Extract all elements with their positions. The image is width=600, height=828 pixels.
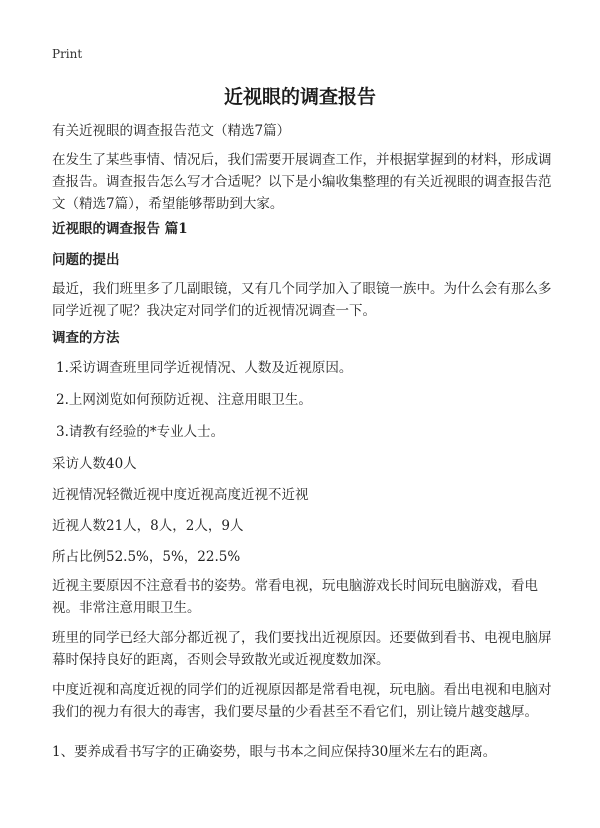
intro-paragraph: 在发生了某些事情、情况后，我们需要开展调查工作，并根据掌握到的材料，形成调查报告。调查报告怎么写才合适呢？以下是小编收集整理的有关近视眼的调查报告范文（精选7篇），希望能够帮助到大家。: [52, 152, 552, 212]
method-item-2: 2.上网浏览如何预防近视、注意用眼卫生。: [56, 392, 312, 408]
document-subtitle: 有关近视眼的调查报告范文（精选7篇）: [52, 123, 291, 139]
vision-categories: 近视情况轻微近视中度近视高度近视不近视: [52, 487, 309, 503]
vision-ratio: 所占比例52.5%，5%，22.5%: [52, 549, 241, 565]
medium-high-paragraph: 中度近视和高度近视的同学们的近视原因都是常看电视，玩电脑。看出电视和电脑对我们的视力有很大的毒害，我们要尽量的少看甚至不看它们，别让镜片越变越厚。: [52, 682, 552, 720]
method-item-1: 1.采访调查班里同学近视情况、人数及近视原因。: [56, 360, 353, 376]
classmates-paragraph: 班里的同学已经大部分都近视了，我们要找出近视原因。还要做到看书、电视电脑屏幕时保持良好的距离，否则会导致散光或近视度数加深。: [52, 630, 552, 668]
vision-counts: 近视人数21人，8人，2人，9人: [52, 518, 244, 534]
section-title: 近视眼的调查报告 篇1: [52, 221, 188, 237]
problem-heading: 问题的提出: [52, 252, 120, 268]
document-title: 近视眼的调查报告: [223, 86, 376, 108]
print-label[interactable]: Print: [52, 47, 83, 61]
interview-count: 采访人数40人: [52, 456, 137, 472]
method-heading: 调查的方法: [52, 330, 120, 346]
method-item-3: 3.请教有经验的*专业人士。: [56, 424, 225, 440]
problem-paragraph: 最近，我们班里多了几副眼镜，又有几个同学加入了眼镜一族中。为什么会有那么多同学近视了呢？我决定对同学们的近视情况调查一下。: [52, 281, 552, 319]
tip-1: 1、要养成看书写字的正确姿势，眼与书本之间应保持30厘米左右的距离。: [52, 744, 497, 760]
main-cause-paragraph: 近视主要原因不注意看书的姿势。常看电视，玩电脑游戏长时间玩电脑游戏，看电视。非常注意用眼卫生。: [52, 578, 538, 616]
